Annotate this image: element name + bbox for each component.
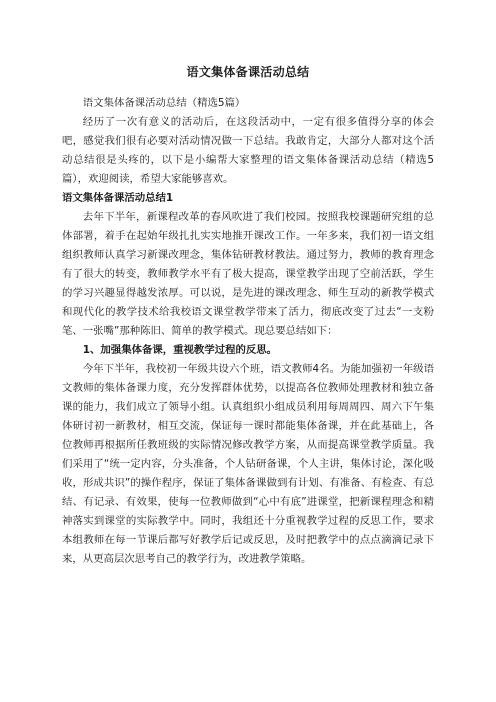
section-heading: 语文集体备课活动总结1 <box>62 192 174 204</box>
intro-paragraph: 经历了一次有意义的活动后，在这段活动中，一定有很多值得分享的体会吧，感觉我们很有必要对活动情况做一下总结。我敢肯定，大部分人都对这个活动总结很是头疼的，以下是小编帮大家整理的语文集体备课活动总结（精选5篇），欢迎阅读，希望大家能够喜欢。 <box>62 116 434 185</box>
document-title: 语文集体备课活动总结 <box>186 65 310 79</box>
subheading: 1、加强集体备课，重视教学过程的反思。 <box>82 344 278 356</box>
body-paragraph: 去年下半年，新课程改革的春风吹进了我们校园。按照我校课题研究组的总体部署，着手在起始年级扎扎实实地推开课改工作。一年多来，我们初一语文组组织教师认真学习新课改理念，集体钻研教材教法。通过努力，教师的教育理念有了很大的转变，教师教学水平有了极大提高，课堂教学出现了空前活跃，学生的学习兴趣显得越发浓厚。可以说，是先进的课改理念、师生互动的新教学模式和现代化的教学技术给我校语文课堂教学带来了活力，彻底改变了过去“一支粉笔、一张嘴”那种陈旧、简单的教学模式。现总要总结如下： <box>62 211 434 337</box>
intro-line: 语文集体备课活动总结（精选5篇） <box>82 97 246 109</box>
body-paragraph: 今年下半年，我校初一年级共设六个班，语文教师4名。为能加强初一年级语文教师的集体备课力度，充分发挥群体优势，以提高各位教师处理教材和独立备课的能力，我们成立了领导小组。认真组织小组成员利用每周周四、周六下午集体研讨初一新教材，相互交流，保证每一课时都能集体备课，并在此基础上，各位教师再根据所任教班级的实际情况修改教学方案，从而提高课堂教学质量。我们采用了“统一定内容，分头准备，个人钻研备课，个人主讲，集体讨论，深化吸收，形成共识”的操作程序，保证了集体备课做到有计划、有准备、有检查、有总结、有记录、有效果，使每一位教师做到“心中有底”进课堂，把新课程理念和精神落实到课堂的实际教学中。同时，我组还十分重视教学过程的反思工作，要求本组教师在每一节课后都写好教学后记或反思，及时把教学中的点点滴滴记录下来，从更高层次思考自己的教学行为，改进教学策略。 <box>62 363 434 565</box>
